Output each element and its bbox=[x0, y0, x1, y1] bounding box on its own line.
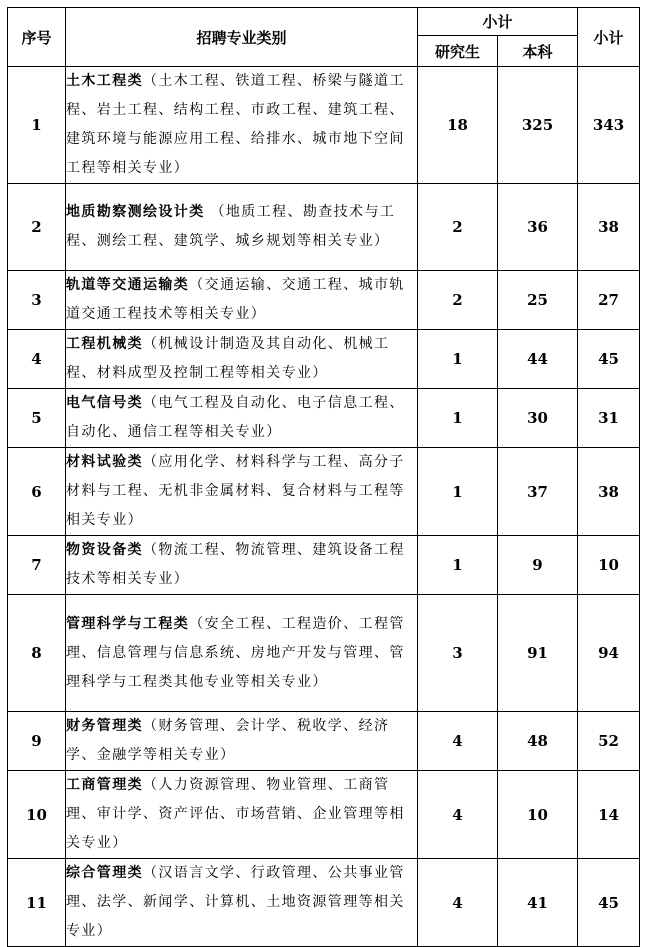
table-body bbox=[8, 67, 640, 947]
row-category bbox=[66, 67, 418, 184]
row-total: 10 bbox=[578, 536, 640, 595]
header-undergrad: 本科 bbox=[498, 36, 578, 67]
row-category bbox=[66, 771, 418, 859]
category-name: 管理科学与工程类 bbox=[66, 615, 190, 632]
row-total: 38 bbox=[578, 448, 640, 536]
row-category bbox=[66, 330, 418, 389]
row-index: 11 bbox=[8, 859, 66, 947]
table-row bbox=[8, 389, 640, 448]
row-category bbox=[66, 448, 418, 536]
row-category bbox=[66, 389, 418, 448]
category-desc: （电气工程及自动化、电子信息工程、自动化、通信工程等相关专业） bbox=[66, 395, 405, 440]
category-name: 轨道等交通运输类 bbox=[66, 277, 190, 293]
header-total: 小计 bbox=[578, 8, 640, 67]
header-index: 序号 bbox=[8, 8, 66, 67]
row-undergrad: 44 bbox=[498, 330, 578, 389]
category-desc: （物流工程、物流管理、建筑设备工程技术等相关专业） bbox=[66, 542, 405, 587]
row-undergrad: 91 bbox=[498, 595, 578, 712]
row-undergrad: 41 bbox=[498, 859, 578, 947]
recruitment-table bbox=[7, 7, 640, 947]
table-row bbox=[8, 67, 640, 184]
table-row bbox=[8, 536, 640, 595]
row-graduate: 2 bbox=[418, 184, 498, 271]
row-index: 4 bbox=[8, 330, 66, 389]
category-name: 电气信号类 bbox=[66, 395, 143, 411]
category-name: 财务管理类 bbox=[66, 718, 143, 734]
table-row bbox=[8, 271, 640, 330]
table-row bbox=[8, 448, 640, 536]
table-row bbox=[8, 330, 640, 389]
row-total: 38 bbox=[578, 184, 640, 271]
row-category bbox=[66, 536, 418, 595]
row-graduate: 1 bbox=[418, 330, 498, 389]
row-undergrad: 9 bbox=[498, 536, 578, 595]
row-total: 27 bbox=[578, 271, 640, 330]
category-desc: （土木工程、铁道工程、桥梁与隧道工程、岩土工程、结构工程、市政工程、建筑工程、建筑环境与能源应用工程、给排水、城市地下空间工程等相关专业） bbox=[66, 73, 405, 176]
row-total: 94 bbox=[578, 595, 640, 712]
table-row bbox=[8, 595, 640, 712]
row-total: 45 bbox=[578, 859, 640, 947]
row-graduate: 4 bbox=[418, 712, 498, 771]
category-name: 地质勘察测绘设计类 bbox=[66, 204, 205, 220]
row-index: 10 bbox=[8, 771, 66, 859]
row-graduate: 3 bbox=[418, 595, 498, 712]
row-undergrad: 325 bbox=[498, 67, 578, 184]
category-name: 工商管理类 bbox=[66, 777, 143, 793]
row-index: 6 bbox=[8, 448, 66, 536]
row-graduate: 1 bbox=[418, 536, 498, 595]
row-category bbox=[66, 184, 418, 271]
header-graduate: 研究生 bbox=[418, 36, 498, 67]
row-index: 1 bbox=[8, 67, 66, 184]
row-undergrad: 37 bbox=[498, 448, 578, 536]
category-name: 工程机械类 bbox=[66, 336, 143, 352]
row-undergrad: 30 bbox=[498, 389, 578, 448]
row-category bbox=[66, 859, 418, 947]
row-graduate: 18 bbox=[418, 67, 498, 184]
row-total: 343 bbox=[578, 67, 640, 184]
table-row bbox=[8, 184, 640, 271]
category-desc: （应用化学、材料科学与工程、高分子材料与工程、无机非金属材料、复合材料与工程等相关专业） bbox=[66, 454, 405, 528]
row-graduate: 4 bbox=[418, 859, 498, 947]
row-index: 2 bbox=[8, 184, 66, 271]
row-category bbox=[66, 712, 418, 771]
row-index: 9 bbox=[8, 712, 66, 771]
category-desc: （安全工程、工程造价、工程管理、信息管理与信息系统、房地产开发与管理、管理科学与工程类其他专业等相关专业） bbox=[66, 615, 405, 690]
row-index: 3 bbox=[8, 271, 66, 330]
row-undergrad: 25 bbox=[498, 271, 578, 330]
row-total: 45 bbox=[578, 330, 640, 389]
row-total: 14 bbox=[578, 771, 640, 859]
table-header bbox=[8, 8, 640, 67]
row-graduate: 4 bbox=[418, 771, 498, 859]
table-row bbox=[8, 712, 640, 771]
header-category: 招聘专业类别 bbox=[66, 8, 418, 67]
table-row bbox=[8, 771, 640, 859]
row-category bbox=[66, 271, 418, 330]
category-desc: （财务管理、会计学、税收学、经济学、金融学等相关专业） bbox=[66, 718, 390, 763]
row-total: 52 bbox=[578, 712, 640, 771]
row-undergrad: 48 bbox=[498, 712, 578, 771]
row-graduate: 1 bbox=[418, 448, 498, 536]
category-desc: （交通运输、交通工程、城市轨道交通工程技术等相关专业） bbox=[66, 277, 405, 322]
category-name: 土木工程类 bbox=[66, 73, 143, 89]
category-name: 物资设备类 bbox=[66, 542, 143, 558]
category-desc: （机械设计制造及其自动化、机械工程、材料成型及控制工程等相关专业） bbox=[66, 336, 390, 381]
row-category bbox=[66, 595, 418, 712]
row-total: 31 bbox=[578, 389, 640, 448]
row-index: 7 bbox=[8, 536, 66, 595]
row-undergrad: 36 bbox=[498, 184, 578, 271]
row-index: 8 bbox=[8, 595, 66, 712]
row-graduate: 2 bbox=[418, 271, 498, 330]
row-index: 5 bbox=[8, 389, 66, 448]
header-subtotal-group: 小计 bbox=[418, 8, 578, 36]
category-desc: （人力资源管理、物业管理、工商管理、审计学、资产评估、市场营销、企业管理等相关专业） bbox=[66, 777, 405, 851]
table-row bbox=[8, 859, 640, 947]
category-name: 综合管理类 bbox=[66, 865, 143, 881]
row-undergrad: 10 bbox=[498, 771, 578, 859]
category-name: 材料试验类 bbox=[66, 454, 143, 470]
row-graduate: 1 bbox=[418, 389, 498, 448]
category-desc: （地质工程、勘查技术与工程、测绘工程、建筑学、城乡规划等相关专业） bbox=[66, 204, 396, 249]
category-desc: （汉语言文学、行政管理、公共事业管理、法学、新闻学、计算机、土地资源管理等相关专业） bbox=[66, 865, 405, 939]
